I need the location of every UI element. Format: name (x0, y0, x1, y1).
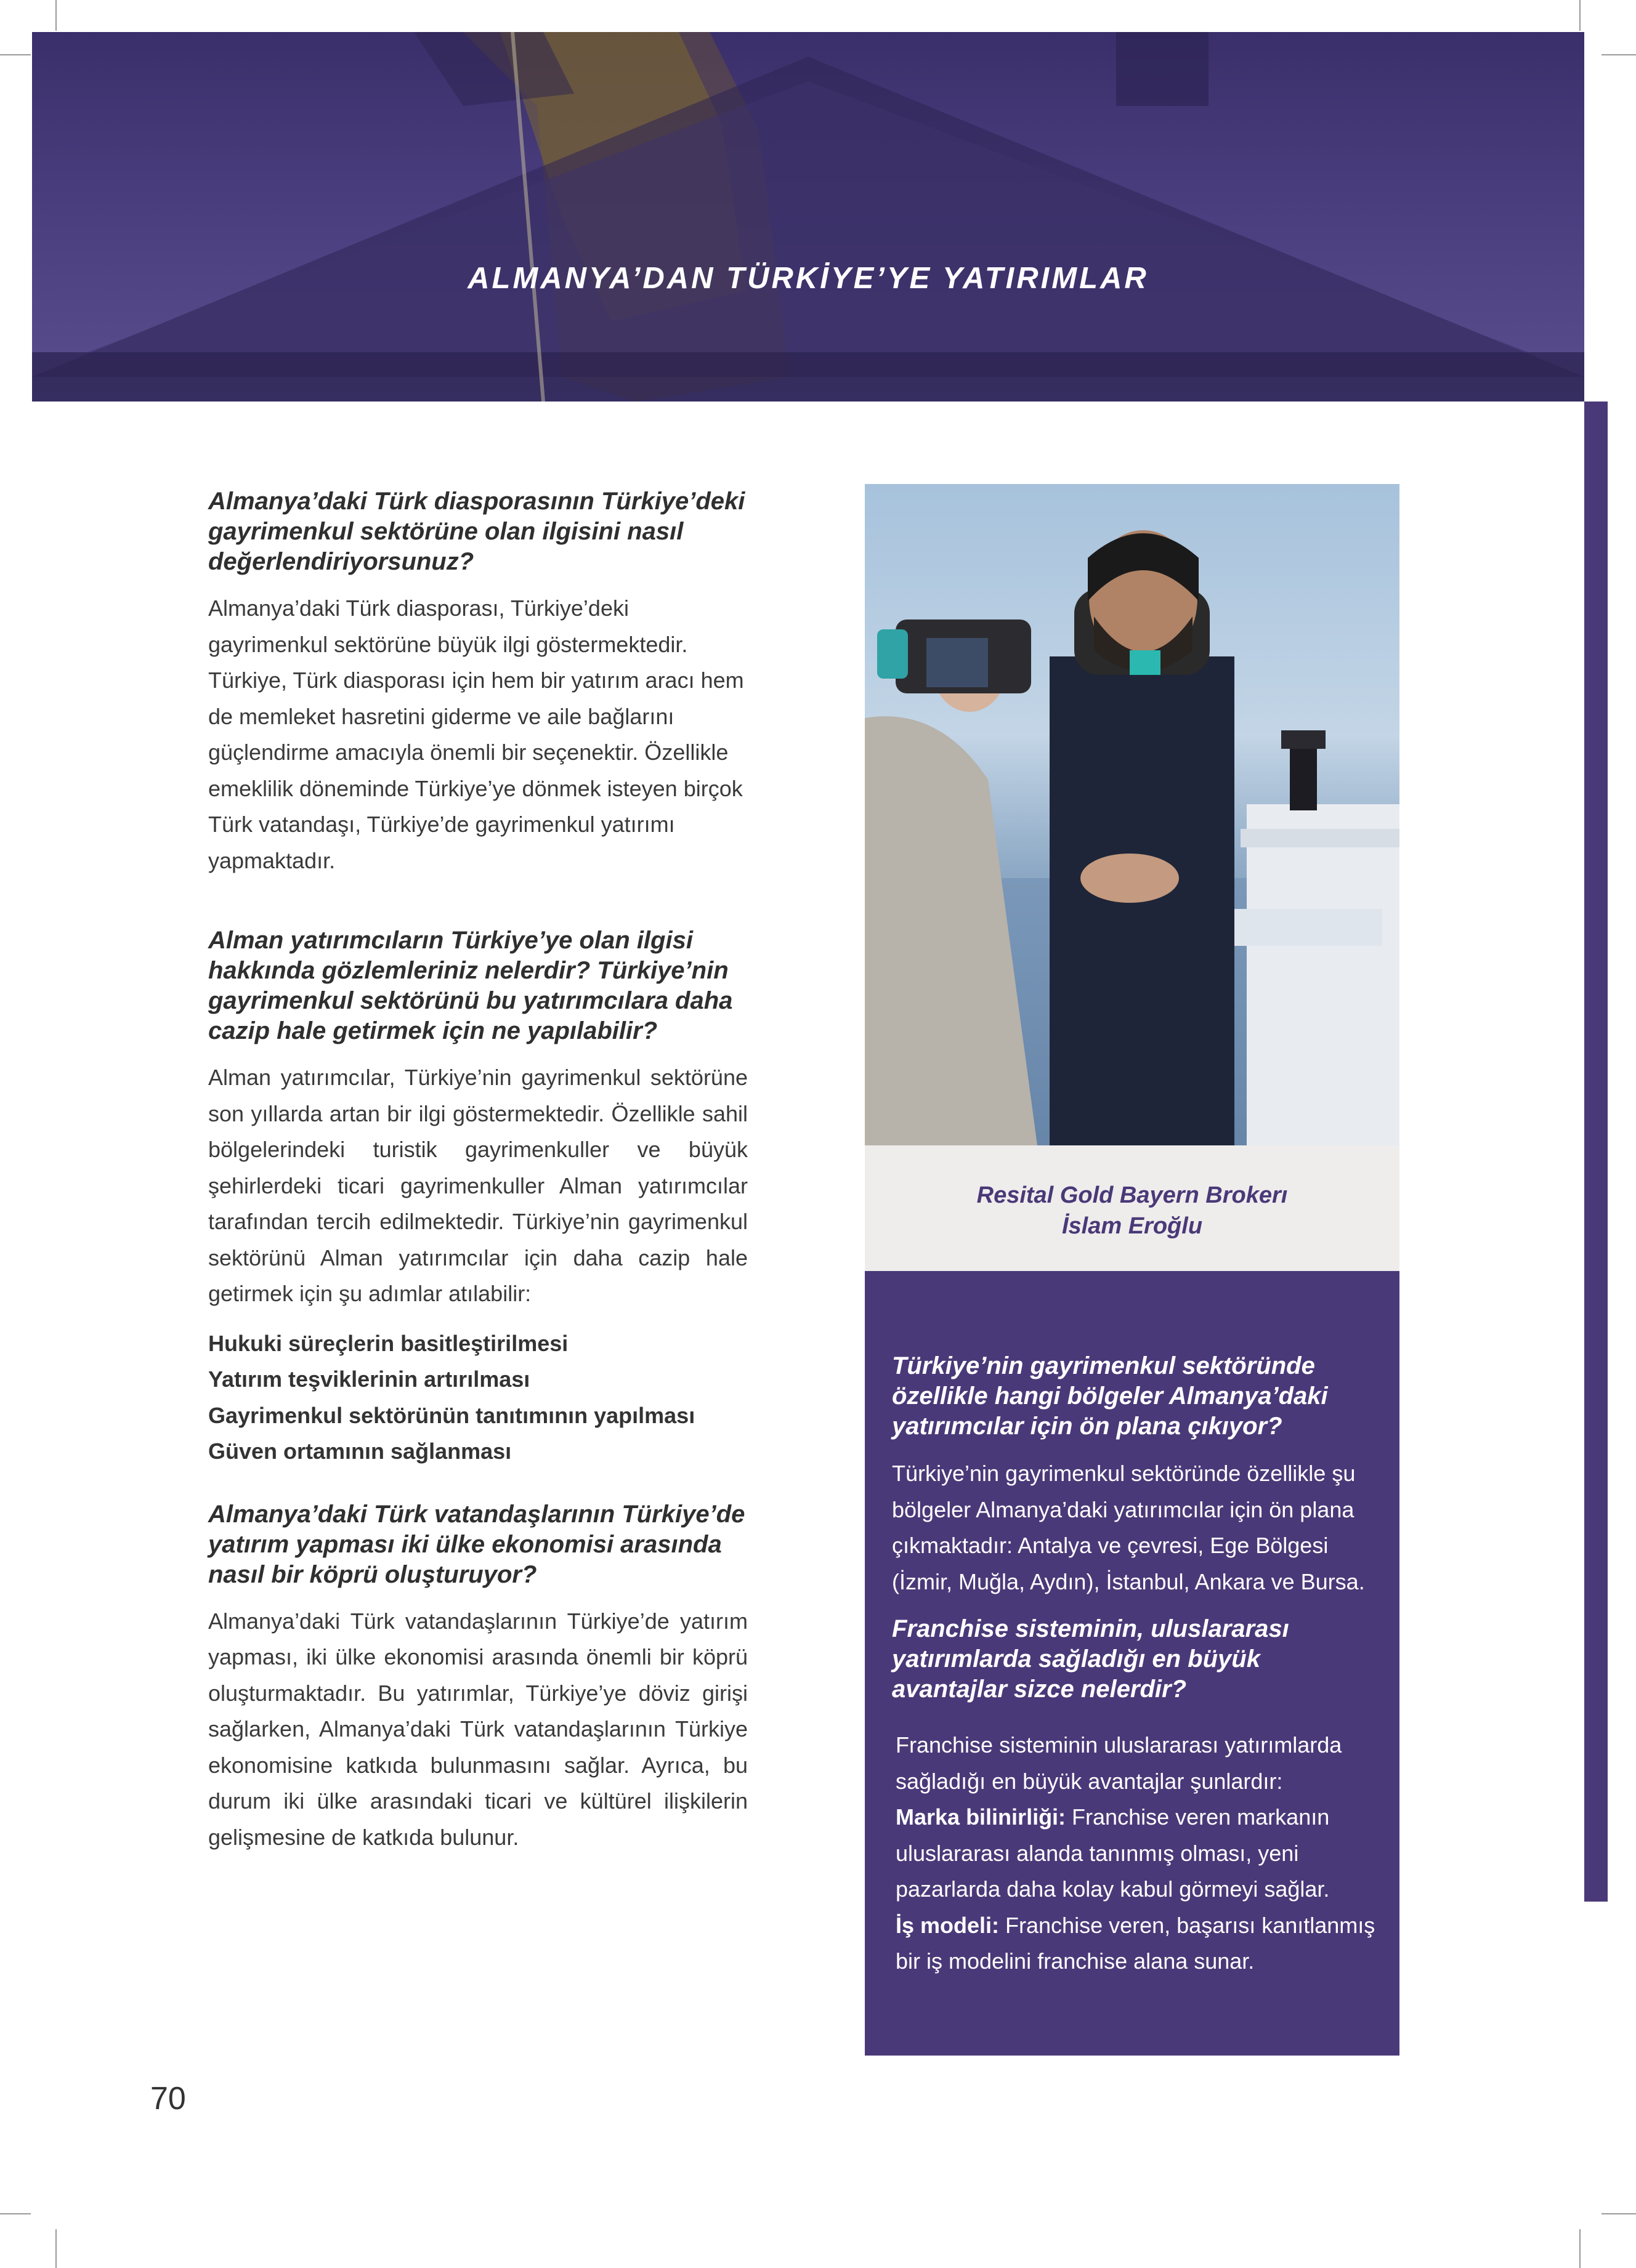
crop-mark (0, 54, 31, 55)
answer-3: Almanya’daki Türk vatandaşlarının Türkiye’de yatırım yapması, iki ülke ekonomisi arasında önemli bir köprü oluşturmaktadır. Bu yatırımlar, Türkiye’ye döviz girişi sağlarken, Almanya’daki Türk vatandaşlarının Türkiye ekonomisine katkıda bulunmasını sağlar. Ayrıca, bu durum iki ülke arasındaki ticari ve kültürel ilişkilerin gelişmesine de katkıda bulunur. (208, 1608, 748, 1850)
banner-title: ALMANYA’DAN TÜRKİYE’YE YATIRIMLAR (468, 262, 1149, 295)
photo-caption-box (865, 1145, 1399, 1271)
list-item: Güven ortamının sağlanması (208, 1439, 512, 1464)
photo-caption (865, 1180, 1399, 1241)
crop-mark (0, 2213, 31, 2214)
answer-4: Türkiye’nin gayrimenkul sektöründe özellikle şu bölgeler Almanya’daki yatırımcılar için ön plana çıkmaktadır: Antalya ve çevresi, Ege Bölgesi (İzmir, Muğla, Aydın), İstanbul, Ankara ve Bursa. (892, 1461, 1365, 1594)
portrait-photo (865, 484, 1399, 1145)
portrait-illustration (865, 484, 1399, 1145)
crop-mark (1602, 54, 1636, 55)
interview-sidebar-box (865, 1271, 1399, 2056)
question-4: Türkiye’nin gayrimenkul sektöründe özellikle hangi bölgeler Almanya’daki yatırımcılar için ön plana çıkıyor? (892, 1352, 1328, 1440)
left-column (208, 486, 748, 1855)
crop-mark (55, 2229, 57, 2268)
crop-mark (1602, 2213, 1636, 2214)
header-banner (32, 32, 1584, 402)
crop-mark (1579, 0, 1581, 31)
question-3: Almanya’daki Türk vatandaşlarının Türkiye’de yatırım yapması iki ülke ekonomisi arasında nasıl bir köprü oluşturuyor? (208, 1500, 745, 1588)
answer-5-item1-text: Franchise veren markanın uluslararası alanda tanınmış olması, yeni pazarlarda daha kolay kabul görmeyi sağlar. (896, 1804, 1330, 1902)
answer-5-item2-text: Franchise veren, başarısı kanıtlanmış bir iş modelini franchise alana sunar. (896, 1912, 1375, 1974)
list-item: Gayrimenkul sektörünün tanıtımının yapılması (208, 1402, 695, 1428)
answer-1: Almanya’daki Türk diasporası, Türkiye’deki gayrimenkul sektörüne büyük ilgi göstermektedir. Türkiye, Türk diasporası için hem bir yatırım aracı hem de memleket hasretini giderme ve aile bağlarını güçlendirme amacıyla önemli bir seçenektir. Özellikle emeklilik döneminde Türkiye’ye dönmek isteyen birçok Türk vatandaşı, Türkiye’de gayrimenkul yatırımı yapmaktadır. (208, 595, 744, 873)
caption-name: İslam Eroğlu (1061, 1213, 1203, 1239)
crop-mark (55, 0, 57, 31)
answer-5-item1-label: Marka bilinirliği: (896, 1804, 1066, 1830)
question-2: Alman yatırımcıların Türkiye’ye olan ilgisi hakkında gözlemleriniz nelerdir? Türkiye’nin gayrimenkul sektörünü bu yatırımcılara daha cazip hale getirmek için ne yapılabilir? (208, 927, 733, 1044)
answer-2: Alman yatırımcılar, Türkiye’nin gayrimenkul sektörüne son yıllarda artan bir ilgi göstermektedir. Özellikle sahil bölgelerindeki turistik gayrimenkuller ve büyük şehirlerdeki ticari gayrimenkuller Alman yatırımcılar tarafından tercih edilmektedir. Türkiye’nin gayrimenkul sektörünü Alman yatırımcılar için daha cazip hale getirmek için şu adımlar atılabilir: (208, 1065, 748, 1306)
list-item: Yatırım teşviklerinin artırılması (208, 1366, 530, 1392)
steps-list (208, 1326, 748, 1470)
question-5: Franchise sisteminin, uluslararası yatırımlarda sağladığı en büyük avantajlar sizce nelerdir? (892, 1615, 1289, 1703)
page-number: 70 (150, 2081, 186, 2117)
answer-5 (896, 1727, 1382, 1980)
crop-mark (1579, 2229, 1581, 2268)
list-item: Hukuki süreçlerin basitleştirilmesi (208, 1330, 569, 1356)
question-1: Almanya’daki Türk diasporasının Türkiye’deki gayrimenkul sektörüne olan ilgisini nasıl değerlendiriyorsunuz? (208, 488, 745, 575)
answer-5-intro: Franchise sisteminin uluslararası yatırımlarda sağladığı en büyük avantajlar şunlardır: (896, 1732, 1342, 1794)
side-accent-bar (1584, 402, 1608, 1902)
answer-5-item2-label: İş modeli: (896, 1912, 1000, 1938)
building-flag-illustration (32, 32, 1584, 402)
caption-role: Resital Gold Bayern Brokerı (976, 1182, 1288, 1208)
